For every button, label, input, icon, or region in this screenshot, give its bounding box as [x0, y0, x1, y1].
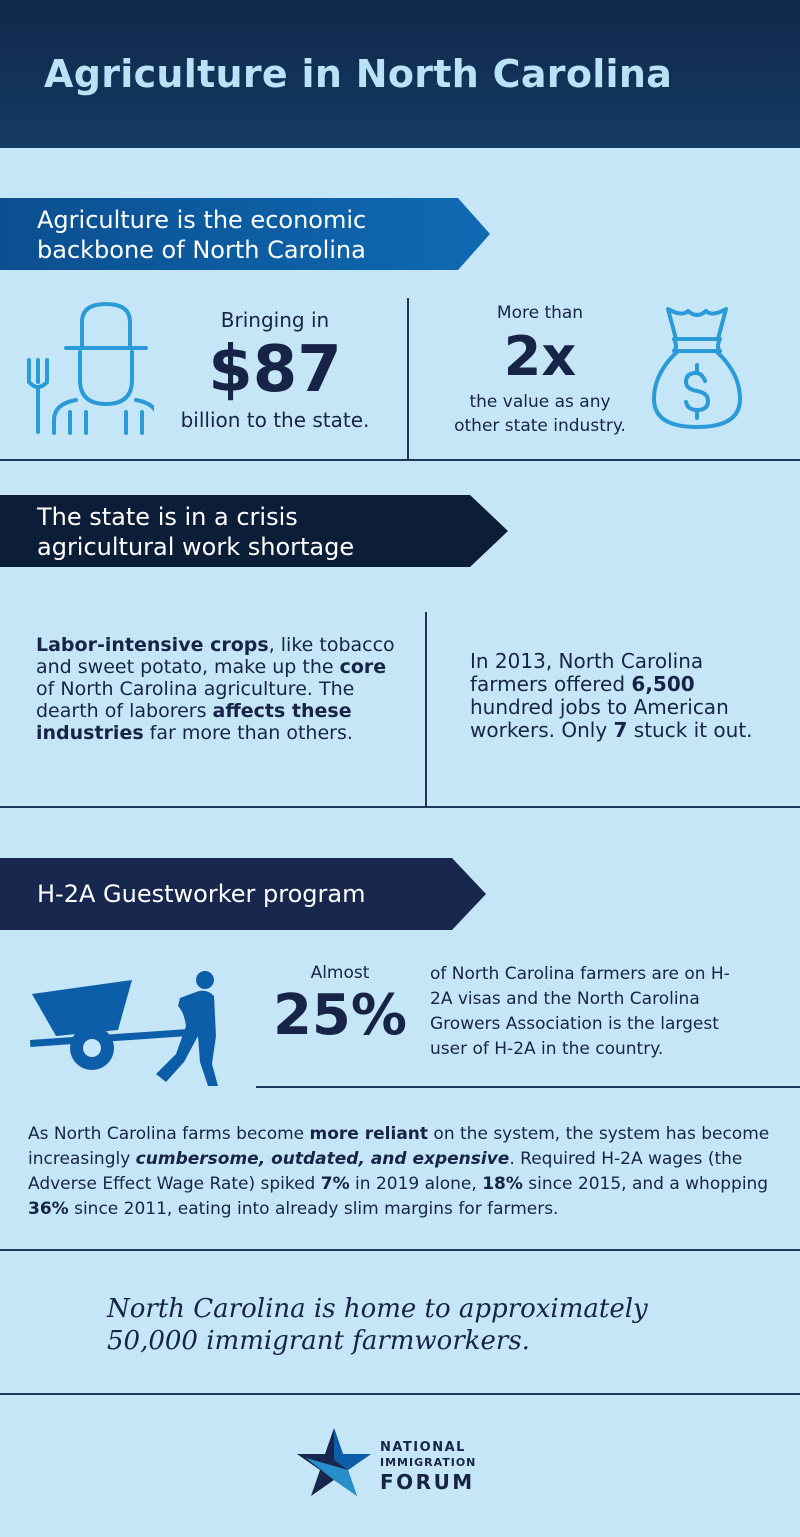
- stat-2x-tail1: the value as any: [469, 392, 611, 412]
- s3-p-t4: in 2019 alone,: [349, 1174, 483, 1194]
- section2-left-text: [36, 634, 406, 744]
- s3-p-t2: on the system, the system has become increasingly: [28, 1124, 770, 1169]
- stat-87-lead: Bringing in: [220, 308, 330, 332]
- quote: [107, 1293, 648, 1357]
- section2-banner: [0, 495, 508, 567]
- wheelbarrow-icon: [28, 966, 228, 1090]
- star-logo-icon: [296, 1426, 372, 1498]
- quote-line2: 50,000 immigrant farmworkers.: [107, 1326, 530, 1356]
- fork-icon: [29, 360, 47, 432]
- stat-2x-lead: More than: [496, 303, 584, 323]
- stat-2x: [440, 302, 640, 438]
- stat-25-value: 25%: [272, 983, 408, 1048]
- s2-right-t1: In 2013, North Carolina farmers offered: [470, 649, 704, 696]
- page-title: Agriculture in North Carolina: [44, 52, 673, 96]
- section1-divider: [407, 298, 409, 460]
- s2-left-b1: Labor-intensive crops: [36, 634, 269, 656]
- money-bag-icon: [650, 303, 745, 431]
- section3-bottom-rule: [0, 1249, 800, 1251]
- stat-87-value: $87: [208, 333, 342, 407]
- logo-line1: NATIONAL: [380, 1440, 466, 1455]
- s2-right-t2: hundred jobs to American workers. Only: [470, 695, 729, 742]
- s3-p-b1: more reliant: [309, 1124, 429, 1144]
- quote-bottom-rule: [0, 1393, 800, 1395]
- logo-line3: FORUM: [380, 1470, 475, 1494]
- section1-banner: [0, 198, 490, 270]
- logo-line2: IMMIGRATION: [380, 1456, 477, 1469]
- section1-banner-line2: backbone of North Carolina: [37, 236, 366, 264]
- stat-87: [170, 307, 380, 433]
- s3-p-t1: As North Carolina farms become: [28, 1124, 310, 1144]
- section3-stat-rule: [256, 1086, 800, 1088]
- stat-2x-tail2: other state industry.: [454, 416, 626, 436]
- section3-banner: [0, 858, 486, 930]
- quote-line1: North Carolina is home to approximately: [107, 1294, 648, 1324]
- stat-25-lead: Almost: [310, 963, 370, 983]
- worker-icon: [156, 971, 218, 1086]
- section3-banner-text: H-2A Guestworker program: [37, 880, 366, 908]
- farmer-icon: [24, 300, 154, 435]
- s3-p-b3: 18%: [482, 1174, 523, 1194]
- s3-p-b4: 36%: [28, 1199, 69, 1219]
- section2-banner-line1: The state is in a crisis: [37, 503, 298, 531]
- s2-left-t3: far more than others.: [143, 722, 353, 744]
- s2-left-b3: affects these industries: [36, 700, 352, 744]
- s3-p-b2: 7%: [320, 1174, 350, 1194]
- stat-87-tail: billion to the state.: [180, 408, 370, 432]
- s2-left-b2: core: [339, 656, 387, 678]
- s2-right-t3: stuck it out.: [627, 718, 753, 742]
- s2-left-t1: , like tobacco and sweet potato, make up the: [36, 634, 395, 678]
- s3-p-t6: since 2011, eating into already slim margins for farmers.: [68, 1199, 559, 1219]
- section2-divider: [425, 612, 427, 807]
- section3-stat-desc: of North Carolina farmers are on H-2A visas and the North Carolina Growers Association is the largest user of H-2A in the country.: [430, 964, 730, 1059]
- header: [0, 0, 800, 148]
- section1-banner-line1: Agriculture is the economic: [37, 206, 367, 234]
- s2-right-b2: 7: [613, 718, 628, 742]
- stat-2x-value: 2x: [503, 325, 577, 388]
- s3-p-t5: since 2015, and a whopping: [522, 1174, 769, 1194]
- s3-p-bi1: cumbersome, outdated, and expensive: [135, 1149, 510, 1169]
- section2-bottom-rule: [0, 806, 800, 808]
- section1-bottom-rule: [0, 459, 800, 461]
- stat-25: [265, 962, 415, 1048]
- s2-right-b1: 6,500: [631, 672, 695, 696]
- section2-banner-line2: agricultural work shortage: [37, 533, 355, 561]
- section3-paragraph: [28, 1122, 780, 1222]
- section2-right-text: [470, 650, 770, 742]
- s3-p-t3: . Required H-2A wages (the Adverse Effect Wage Rate) spiked: [28, 1149, 743, 1194]
- s2-left-t2: of North Carolina agriculture. The dearth of laborers: [36, 678, 355, 722]
